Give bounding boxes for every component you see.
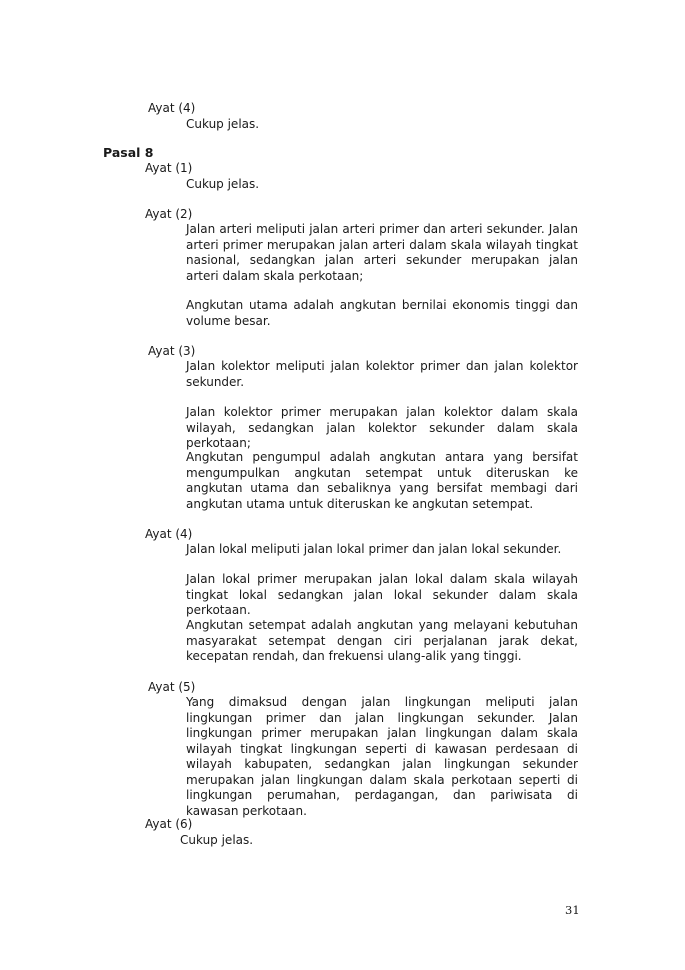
page-number: 31 <box>565 903 580 917</box>
ayat-5-label: Ayat (5) <box>148 680 196 694</box>
pasal-title: Pasal 8 <box>103 145 154 160</box>
ayat-4-paragraph-2: Jalan lokal primer merupakan jalan lokal dalam skala wilayah tingkat lokal sedangkan jalan lokal sekunder dalam skala perkotaan. <box>186 572 578 617</box>
ayat-text-prev-4: Cukup jelas. <box>186 117 260 131</box>
ayat-3-paragraph-2: Jalan kolektor primer merupakan jalan kolektor dalam skala wilayah, sedangkan jalan kolektor sekunder dalam skala perkotaan; <box>186 405 578 450</box>
ayat-2-paragraph-1: Jalan arteri meliputi jalan arteri primer dan arteri sekunder. Jalan arteri primer merupakan jalan arteri dalam skala wilayah tingkat nasional, sedangkan jalan arteri sekunder merupakan jalan arteri dalam skala perkotaan; <box>186 222 578 283</box>
ayat-4-paragraph-1: Jalan lokal meliputi jalan lokal primer dan jalan lokal sekunder. <box>186 542 562 556</box>
ayat-6-text: Cukup jelas. <box>180 833 254 847</box>
ayat-2-paragraph-2: Angkutan utama adalah angkutan bernilai ekonomis tinggi dan volume besar. <box>186 298 578 328</box>
ayat-1-text: Cukup jelas. <box>186 177 260 191</box>
ayat-3-label: Ayat (3) <box>148 344 196 358</box>
ayat-4-paragraph-3: Angkutan setempat adalah angkutan yang melayani kebutuhan masyarakat setempat dengan ciri perjalanan jarak dekat, kecepatan rendah, dan frekuensi ulang-alik yang tinggi. <box>186 618 578 663</box>
ayat-5-paragraph-1: Yang dimaksud dengan jalan lingkungan meliputi jalan lingkungan primer dan jalan lingkungan sekunder. Jalan lingkungan primer merupakan jalan lingkungan dalam skala wilayah tingkat lingkungan seperti di kawasan perdesaan di wilayah kabupaten, sedangkan jalan lingkungan sekunder merupakan jalan lingkungan dalam skala perkotaan seperti di lingkungan perumahan, perdagangan, dan pariwisata di kawasan perkotaan. <box>186 695 578 818</box>
ayat-3-paragraph-3: Angkutan pengumpul adalah angkutan antara yang bersifat mengumpulkan angkutan setempat untuk diteruskan ke angkutan utama dan sebaliknya yang bersifat membagi dari angkutan utama untuk diteruskan ke angkutan setempat. <box>186 450 578 511</box>
ayat-6-label: Ayat (6) <box>145 817 193 831</box>
ayat-3-paragraph-1: Jalan kolektor meliputi jalan kolektor primer dan jalan kolektor sekunder. <box>186 359 578 389</box>
ayat-4-label: Ayat (4) <box>145 527 193 541</box>
ayat-2-label: Ayat (2) <box>145 207 193 221</box>
ayat-label-prev-4: Ayat (4) <box>148 101 196 115</box>
ayat-1-label: Ayat (1) <box>145 161 193 175</box>
